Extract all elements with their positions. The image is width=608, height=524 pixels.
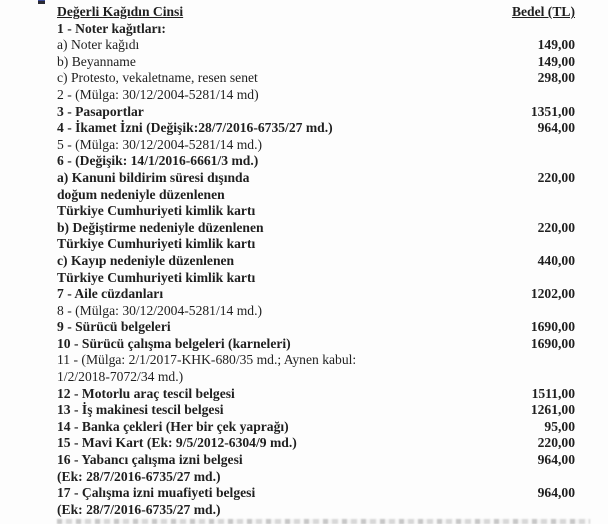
row-label: 1/2/2018-7072/34 md.) [57, 369, 184, 385]
table-row [57, 270, 575, 287]
row-value: 298,00 [537, 70, 575, 86]
table-row [57, 319, 575, 336]
row-value: 964,00 [537, 452, 575, 468]
row-value: 95,00 [544, 418, 575, 434]
row-value: 1202,00 [530, 286, 575, 302]
cutoff-mark-artifact [38, 0, 45, 4]
row-value: 149,00 [537, 37, 575, 53]
row-value: 964,00 [537, 485, 575, 501]
row-label: (Ek: 28/7/2016-6735/27 md.) [57, 501, 221, 517]
row-label: 9 - Sürücü belgeleri [57, 319, 171, 335]
row-label: 1 - Noter kağıtları: [57, 20, 166, 36]
row-value: 1690,00 [530, 335, 575, 351]
row-label: Türkiye Cumhuriyeti kimlik kartı [57, 203, 256, 219]
fee-table [57, 21, 575, 519]
table-row [57, 419, 575, 436]
table-row [57, 502, 575, 519]
row-label: b) Beyanname [57, 53, 136, 69]
row-value: 1351,00 [530, 103, 575, 119]
row-value: 220,00 [537, 169, 575, 185]
row-label: c) Protesto, vekaletname, resen senet [57, 70, 258, 86]
table-row [57, 220, 575, 237]
row-label: b) Değiştirme nedeniyle düzenlenen [57, 219, 264, 235]
table-row [57, 170, 575, 187]
table-row [57, 120, 575, 137]
table-row [57, 386, 575, 403]
row-label: 3 - Pasaportlar [57, 103, 144, 119]
row-label: 2 - (Mülga: 30/12/2004-5281/14 md) [57, 86, 259, 102]
row-value: 220,00 [537, 219, 575, 235]
table-row [57, 54, 575, 71]
table-row [57, 70, 575, 87]
row-label: (Ek: 28/7/2016-6735/27 md.) [57, 468, 221, 484]
row-label: Türkiye Cumhuriyeti kimlik kartı [57, 236, 256, 252]
row-label: 8 - (Mülga: 30/12/2004-5281/14 md.) [57, 302, 263, 318]
table-row [57, 37, 575, 54]
row-value: 1511,00 [531, 385, 575, 401]
table-row [57, 303, 575, 320]
row-label: 6 - (Değişik: 14/1/2016-6661/3 md.) [57, 153, 259, 169]
table-row [57, 402, 575, 419]
row-label: 10 - Sürücü çalışma belgeleri (karneleri) [57, 335, 291, 351]
table-row [57, 236, 575, 253]
table-row [57, 187, 575, 204]
table-row [57, 485, 575, 502]
row-label: a) Kanuni bildirim süresi dışında [57, 169, 250, 185]
row-label: c) Kayıp nedeniyle düzenlenen [57, 252, 235, 268]
row-label: 12 - Motorlu araç tescil belgesi [57, 385, 235, 401]
row-label: 4 - İkamet İzni (Değişik:28/7/2016-6735/27 md.) [57, 120, 333, 136]
row-label: 15 - Mavi Kart (Ek: 9/5/2012-6304/9 md.) [57, 435, 297, 451]
row-label: 17 - Çalışma izni muafiyeti belgesi [57, 485, 256, 501]
row-label: a) Noter kağıdı [57, 37, 140, 53]
row-value: 964,00 [537, 120, 575, 136]
table-row [57, 352, 575, 369]
table-row [57, 203, 575, 220]
column-header-type: Değerli Kağıdın Cinsi [57, 4, 184, 19]
table-header-row [57, 4, 575, 21]
row-label: 11 - (Mülga: 2/1/2017-KHK-680/35 md.; Aynen kabul: [57, 352, 357, 368]
table-row [57, 435, 575, 452]
cutoff-text-artifact [57, 519, 590, 524]
table-row [57, 369, 575, 386]
row-value: 220,00 [537, 435, 575, 451]
row-label: 13 - İş makinesi tescil belgesi [57, 402, 224, 418]
table-row [57, 452, 575, 469]
row-label: 5 - (Mülga: 30/12/2004-5281/14 md.) [57, 136, 263, 152]
row-label: 7 - Aile cüzdanları [57, 286, 164, 302]
row-label: doğum nedeniyle düzenlenen [57, 186, 225, 202]
table-row [57, 21, 575, 38]
row-label: 16 - Yabancı çalışma izni belgesi [57, 452, 243, 468]
row-label: Türkiye Cumhuriyeti kimlik kartı [57, 269, 256, 285]
table-row [57, 87, 575, 104]
row-label: 14 - Banka çekleri (Her bir çek yaprağı) [57, 418, 289, 434]
row-value: 1261,00 [530, 402, 575, 418]
table-row [57, 253, 575, 270]
table-row [57, 153, 575, 170]
row-value: 440,00 [537, 252, 575, 268]
table-row [57, 104, 575, 121]
column-header-price: Bedel (TL) [511, 4, 575, 19]
row-value: 149,00 [537, 53, 575, 69]
table-row [57, 286, 575, 303]
table-row [57, 336, 575, 353]
row-value: 1690,00 [530, 319, 575, 335]
table-row [57, 469, 575, 486]
table-row [57, 137, 575, 154]
